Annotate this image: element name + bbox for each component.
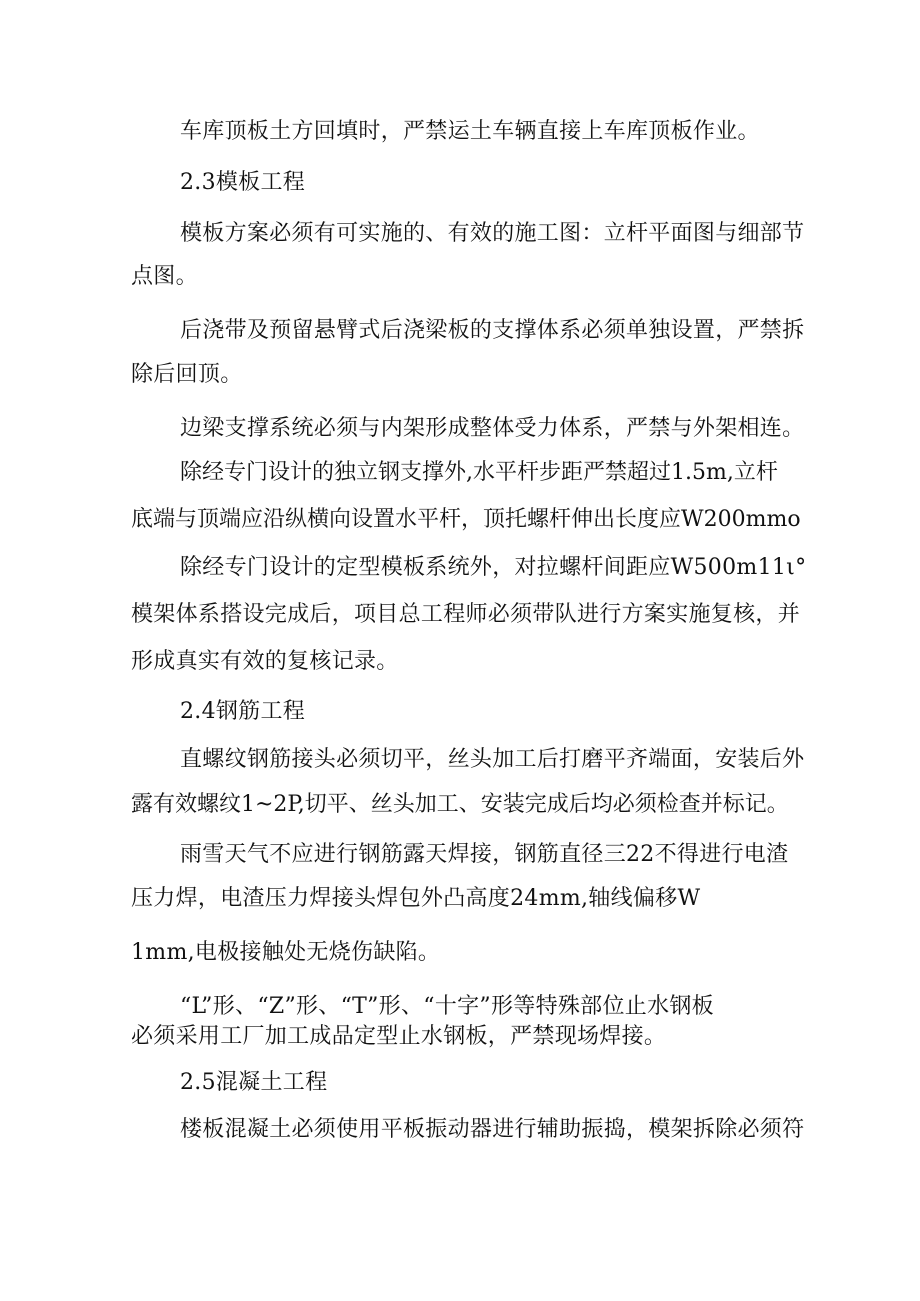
paragraph-line: 除经专门设计的独立钢支撑外,水平杆步距严禁超过1.5m,立杆 <box>180 460 778 485</box>
paragraph-line: 模板方案必须有可实施的、有效的施工图：立杆平面图与细部节 <box>180 221 805 246</box>
paragraph-line: “L”形、“Z”形、“T”形、“十字”形等特殊部位止水钢板 <box>180 994 714 1019</box>
paragraph-line: 露有效螺纹1~2P,切平、丝头加工、安装完成后均必须检查并标记。 <box>131 792 789 817</box>
section-heading-2-4: 2.4钢筋工程 <box>180 699 306 724</box>
paragraph-backfill-rule: 车库顶板土方回填时，严禁运土车辆直接上车库顶板作业。 <box>180 119 760 144</box>
paragraph-line: 必须采用工厂加工成品定型止水钢板，严禁现场焊接。 <box>131 1024 667 1049</box>
paragraph-line: 边梁支撑系统必须与内架形成整体受力体系，严禁与外架相连。 <box>180 416 805 441</box>
section-heading-2-5: 2.5混凝土工程 <box>180 1070 328 1095</box>
paragraph-line: 雨雪天气不应进行钢筋露天焊接，钢筋直径三22不得进行电渣 <box>180 842 789 867</box>
section-heading-2-3: 2.3模板工程 <box>180 170 306 195</box>
paragraph-line: 压力焊，电渣压力焊接头焊包外凸高度24mm,轴线偏移W <box>131 886 701 911</box>
paragraph-line: 除后回顶。 <box>131 362 243 387</box>
paragraph-line: 除经专门设计的定型模板系统外，对拉螺杆间距应W500m11ι° <box>180 555 807 580</box>
paragraph-line: 模架体系搭设完成后，项目总工程师必须带队进行方案实施复核，并 <box>131 602 801 627</box>
paragraph-line: 形成真实有效的复核记录。 <box>131 649 399 674</box>
paragraph-line: 直螺纹钢筋接头必须切平，丝头加工后打磨平齐端面，安装后外 <box>180 747 805 772</box>
paragraph-line: 底端与顶端应沿纵横向设置水平杆，顶托螺杆伸出长度应W200mmo <box>131 507 801 532</box>
paragraph-line: 后浇带及预留悬臂式后浇梁板的支撑体系必须单独设置，严禁拆 <box>180 318 805 343</box>
paragraph-line: 点图。 <box>131 264 198 289</box>
paragraph-line: 1mm,电极接触处无烧伤缺陷。 <box>131 940 441 965</box>
paragraph-line: 楼板混凝土必须使用平板振动器进行辅助振捣，模架拆除必须符 <box>180 1117 805 1142</box>
